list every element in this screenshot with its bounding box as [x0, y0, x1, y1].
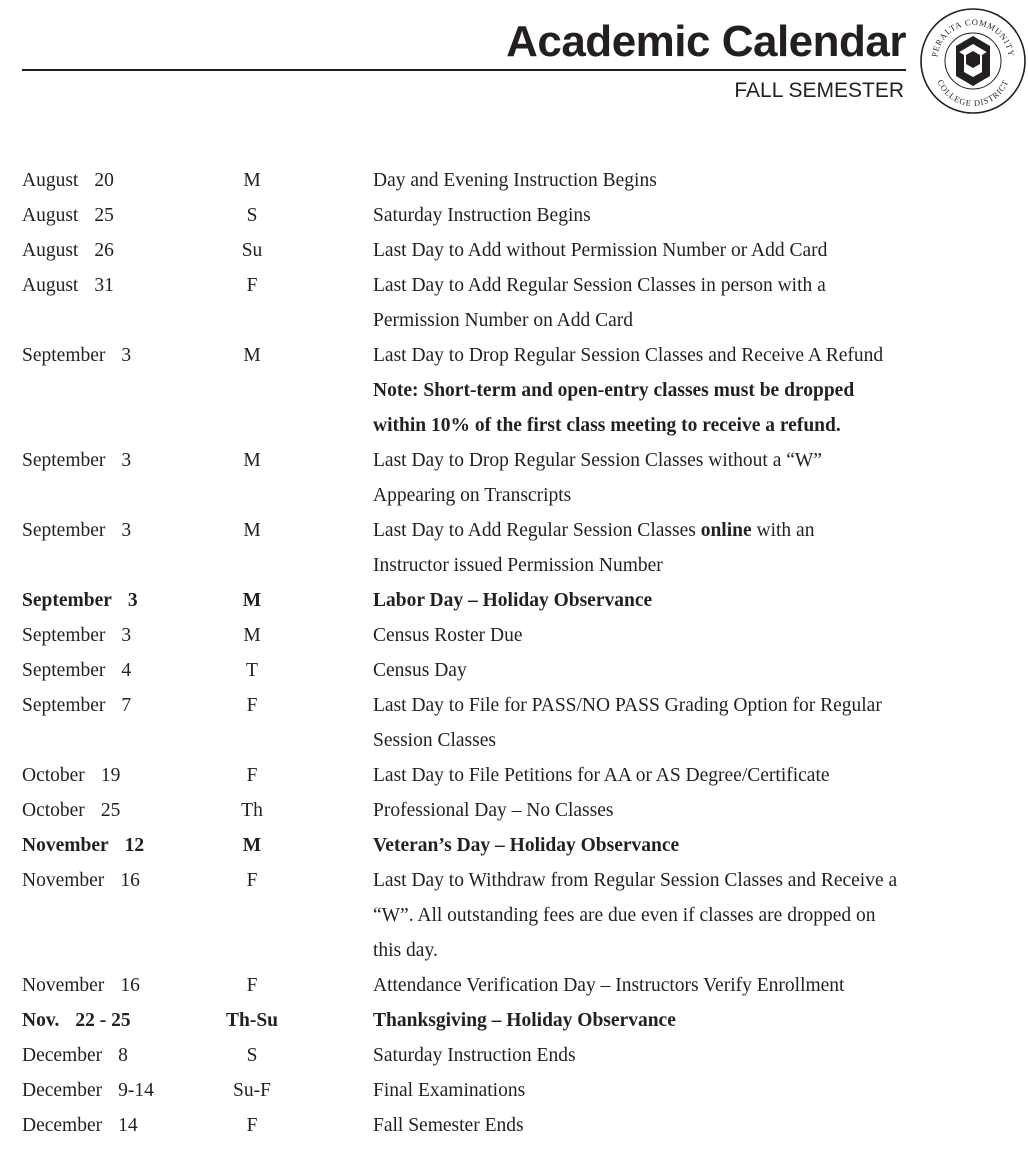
event-weekday: M	[243, 625, 261, 646]
event-date	[22, 618, 217, 653]
calendar-row	[22, 1038, 1022, 1073]
event-date	[22, 233, 217, 268]
calendar-row	[22, 863, 1022, 968]
event-description	[373, 1003, 1022, 1038]
event-date	[22, 163, 217, 198]
seal-bottom-text: COLLEGE DISTRICT	[935, 77, 1011, 109]
event-date	[22, 1073, 217, 1108]
calendar-row	[22, 688, 1022, 758]
calendar-row	[22, 1003, 1022, 1038]
event-description-line: this day.	[373, 940, 438, 961]
event-day-number: 3	[121, 520, 132, 541]
event-date	[22, 198, 217, 233]
event-day-number: 26	[94, 240, 114, 261]
event-date	[22, 968, 217, 1003]
event-day-number: 25	[100, 800, 121, 821]
event-month: August	[22, 170, 79, 191]
event-day-number: 7	[121, 695, 132, 716]
event-day-number: 14	[118, 1115, 138, 1136]
event-description-line: Census Day	[373, 660, 467, 681]
event-description-line: Saturday Instruction Ends	[373, 1045, 576, 1066]
event-weekday: F	[246, 870, 258, 891]
event-month: September	[22, 450, 106, 471]
calendar-row	[22, 653, 1022, 688]
event-month: August	[22, 240, 79, 261]
event-description	[373, 688, 1022, 758]
event-day-number: 22 - 25	[75, 1010, 131, 1031]
event-date	[22, 1003, 217, 1038]
event-date	[22, 863, 217, 968]
calendar-row	[22, 233, 1022, 268]
event-month: August	[22, 275, 79, 296]
seal-top-text: PERALTA COMMUNITY	[929, 16, 1017, 58]
event-description-line: within 10% of the first class meeting to receive a refund.	[373, 415, 841, 436]
calendar-row	[22, 198, 1022, 233]
event-month: August	[22, 205, 79, 226]
calendar-row	[22, 618, 1022, 653]
event-description	[373, 863, 1022, 968]
event-date	[22, 268, 217, 338]
emphasis-text: online	[700, 520, 752, 541]
event-month: September	[22, 625, 106, 646]
event-month: September	[22, 695, 106, 716]
event-description-line: Last Day to File for PASS/NO PASS Grading Option for Regular	[373, 695, 882, 716]
event-month: November	[22, 835, 109, 856]
event-weekday: S	[246, 205, 258, 226]
event-weekday: T	[246, 660, 258, 681]
event-month: December	[22, 1080, 103, 1101]
event-day-number: 3	[121, 345, 132, 366]
calendar-row	[22, 338, 1022, 443]
event-month: September	[22, 345, 106, 366]
header-rule	[22, 69, 906, 71]
event-description	[373, 268, 1022, 338]
calendar-row	[22, 513, 1022, 583]
event-month: December	[22, 1045, 103, 1066]
event-month: October	[22, 765, 85, 786]
event-description-line: Last Day to File Petitions for AA or AS Degree/Certificate	[373, 765, 830, 786]
event-description	[373, 828, 1022, 863]
event-description	[373, 163, 1022, 198]
event-description-line: Day and Evening Instruction Begins	[373, 170, 657, 191]
event-month: November	[22, 870, 105, 891]
event-weekday: M	[243, 450, 261, 471]
calendar-row	[22, 758, 1022, 793]
event-month: November	[22, 975, 105, 996]
event-description	[373, 968, 1022, 1003]
event-description	[373, 1108, 1022, 1143]
event-weekday: Th-Su	[225, 1010, 279, 1031]
event-description	[373, 1073, 1022, 1108]
calendar-row	[22, 268, 1022, 338]
event-weekday: F	[246, 1115, 258, 1136]
event-description	[373, 653, 1022, 688]
event-weekday: Th	[241, 800, 263, 821]
event-description	[373, 758, 1022, 793]
event-weekday: F	[246, 975, 258, 996]
event-description-line: Permission Number on Add Card	[373, 310, 633, 331]
event-day-number: 16	[120, 870, 140, 891]
calendar-row	[22, 828, 1022, 863]
event-date	[22, 583, 217, 618]
event-day-number: 16	[120, 975, 140, 996]
event-day-number: 20	[94, 170, 114, 191]
event-day-number: 4	[121, 660, 132, 681]
event-weekday: M	[243, 345, 261, 366]
event-description	[373, 198, 1022, 233]
event-description-line: Census Roster Due	[373, 625, 523, 646]
event-weekday: Su	[241, 240, 263, 261]
event-description	[373, 233, 1022, 268]
calendar-row	[22, 583, 1022, 618]
event-day-number: 12	[124, 835, 145, 856]
event-description	[373, 583, 1022, 618]
event-date	[22, 653, 217, 688]
calendar-row	[22, 968, 1022, 1003]
event-weekday: M	[242, 590, 262, 611]
event-description	[373, 793, 1022, 828]
event-description-line: Attendance Verification Day – Instructors Verify Enrollment	[373, 975, 845, 996]
event-description	[373, 338, 1022, 443]
event-date	[22, 338, 217, 443]
event-description-line: Last Day to Add without Permission Number or Add Card	[373, 240, 828, 261]
event-month: September	[22, 590, 112, 611]
event-description-line: Last Day to Drop Regular Session Classes without a “W”	[373, 450, 822, 471]
event-weekday: M	[242, 835, 262, 856]
event-day-number: 3	[121, 625, 132, 646]
page-title: Academic Calendar	[506, 17, 906, 66]
event-weekday: M	[243, 520, 261, 541]
event-description-line: Instructor issued Permission Number	[373, 555, 663, 576]
event-date	[22, 1108, 217, 1143]
event-month: Nov.	[22, 1010, 60, 1031]
event-description-line: Last Day to Drop Regular Session Classes and Receive A Refund	[373, 345, 884, 366]
event-weekday: Su-F	[233, 1080, 271, 1101]
event-description-line: “W”. All outstanding fees are due even if classes are dropped on	[373, 905, 876, 926]
event-day-number: 3	[121, 450, 132, 471]
hexagon-cube-icon	[956, 36, 990, 86]
event-day-number: 25	[94, 205, 114, 226]
event-date	[22, 1038, 217, 1073]
event-description	[373, 618, 1022, 653]
page-subtitle: FALL SEMESTER	[734, 79, 904, 102]
calendar-row	[22, 1073, 1022, 1108]
event-weekday: F	[246, 275, 258, 296]
event-weekday: S	[246, 1045, 258, 1066]
event-description-line: Session Classes	[373, 730, 496, 751]
event-description-line: Professional Day – No Classes	[373, 800, 614, 821]
event-description	[373, 443, 1022, 513]
calendar-row	[22, 1108, 1022, 1143]
event-description-line: Note: Short-term and open-entry classes must be dropped	[373, 380, 855, 401]
event-description-line: Last Day to Withdraw from Regular Session Classes and Receive a	[373, 870, 898, 891]
calendar-row	[22, 163, 1022, 198]
event-month: September	[22, 520, 106, 541]
event-weekday: F	[246, 695, 258, 716]
calendar-row	[22, 443, 1022, 513]
calendar-table	[22, 163, 1022, 1143]
event-month: September	[22, 660, 106, 681]
calendar-row	[22, 793, 1022, 828]
event-description-line: Thanksgiving – Holiday Observance	[373, 1010, 676, 1031]
event-description-line: Last Day to Add Regular Session Classes in person with a	[373, 275, 826, 296]
district-seal-logo	[918, 6, 1028, 116]
event-month: December	[22, 1115, 103, 1136]
event-weekday: F	[246, 765, 258, 786]
event-description-line: Fall Semester Ends	[373, 1115, 524, 1136]
event-description	[373, 1038, 1022, 1073]
event-day-number: 3	[127, 590, 138, 611]
event-description-line: Appearing on Transcripts	[373, 485, 572, 506]
event-date	[22, 828, 217, 863]
event-date	[22, 793, 217, 828]
event-description-line: Final Examinations	[373, 1080, 526, 1101]
event-day-number: 8	[118, 1045, 128, 1066]
event-date	[22, 443, 217, 513]
event-month: October	[22, 800, 85, 821]
event-description-line: Saturday Instruction Begins	[373, 205, 591, 226]
event-description-line: Labor Day – Holiday Observance	[373, 590, 653, 611]
event-weekday: M	[243, 170, 261, 191]
event-day-number: 19	[100, 765, 121, 786]
event-description-line: Last Day to Add Regular Session Classes online with an	[373, 520, 815, 541]
event-date	[22, 688, 217, 758]
event-day-number: 31	[94, 275, 114, 296]
event-description	[373, 513, 1022, 583]
event-date	[22, 758, 217, 793]
event-date	[22, 513, 217, 583]
event-day-number: 9-14	[118, 1080, 154, 1101]
event-description-line: Veteran’s Day – Holiday Observance	[373, 835, 680, 856]
